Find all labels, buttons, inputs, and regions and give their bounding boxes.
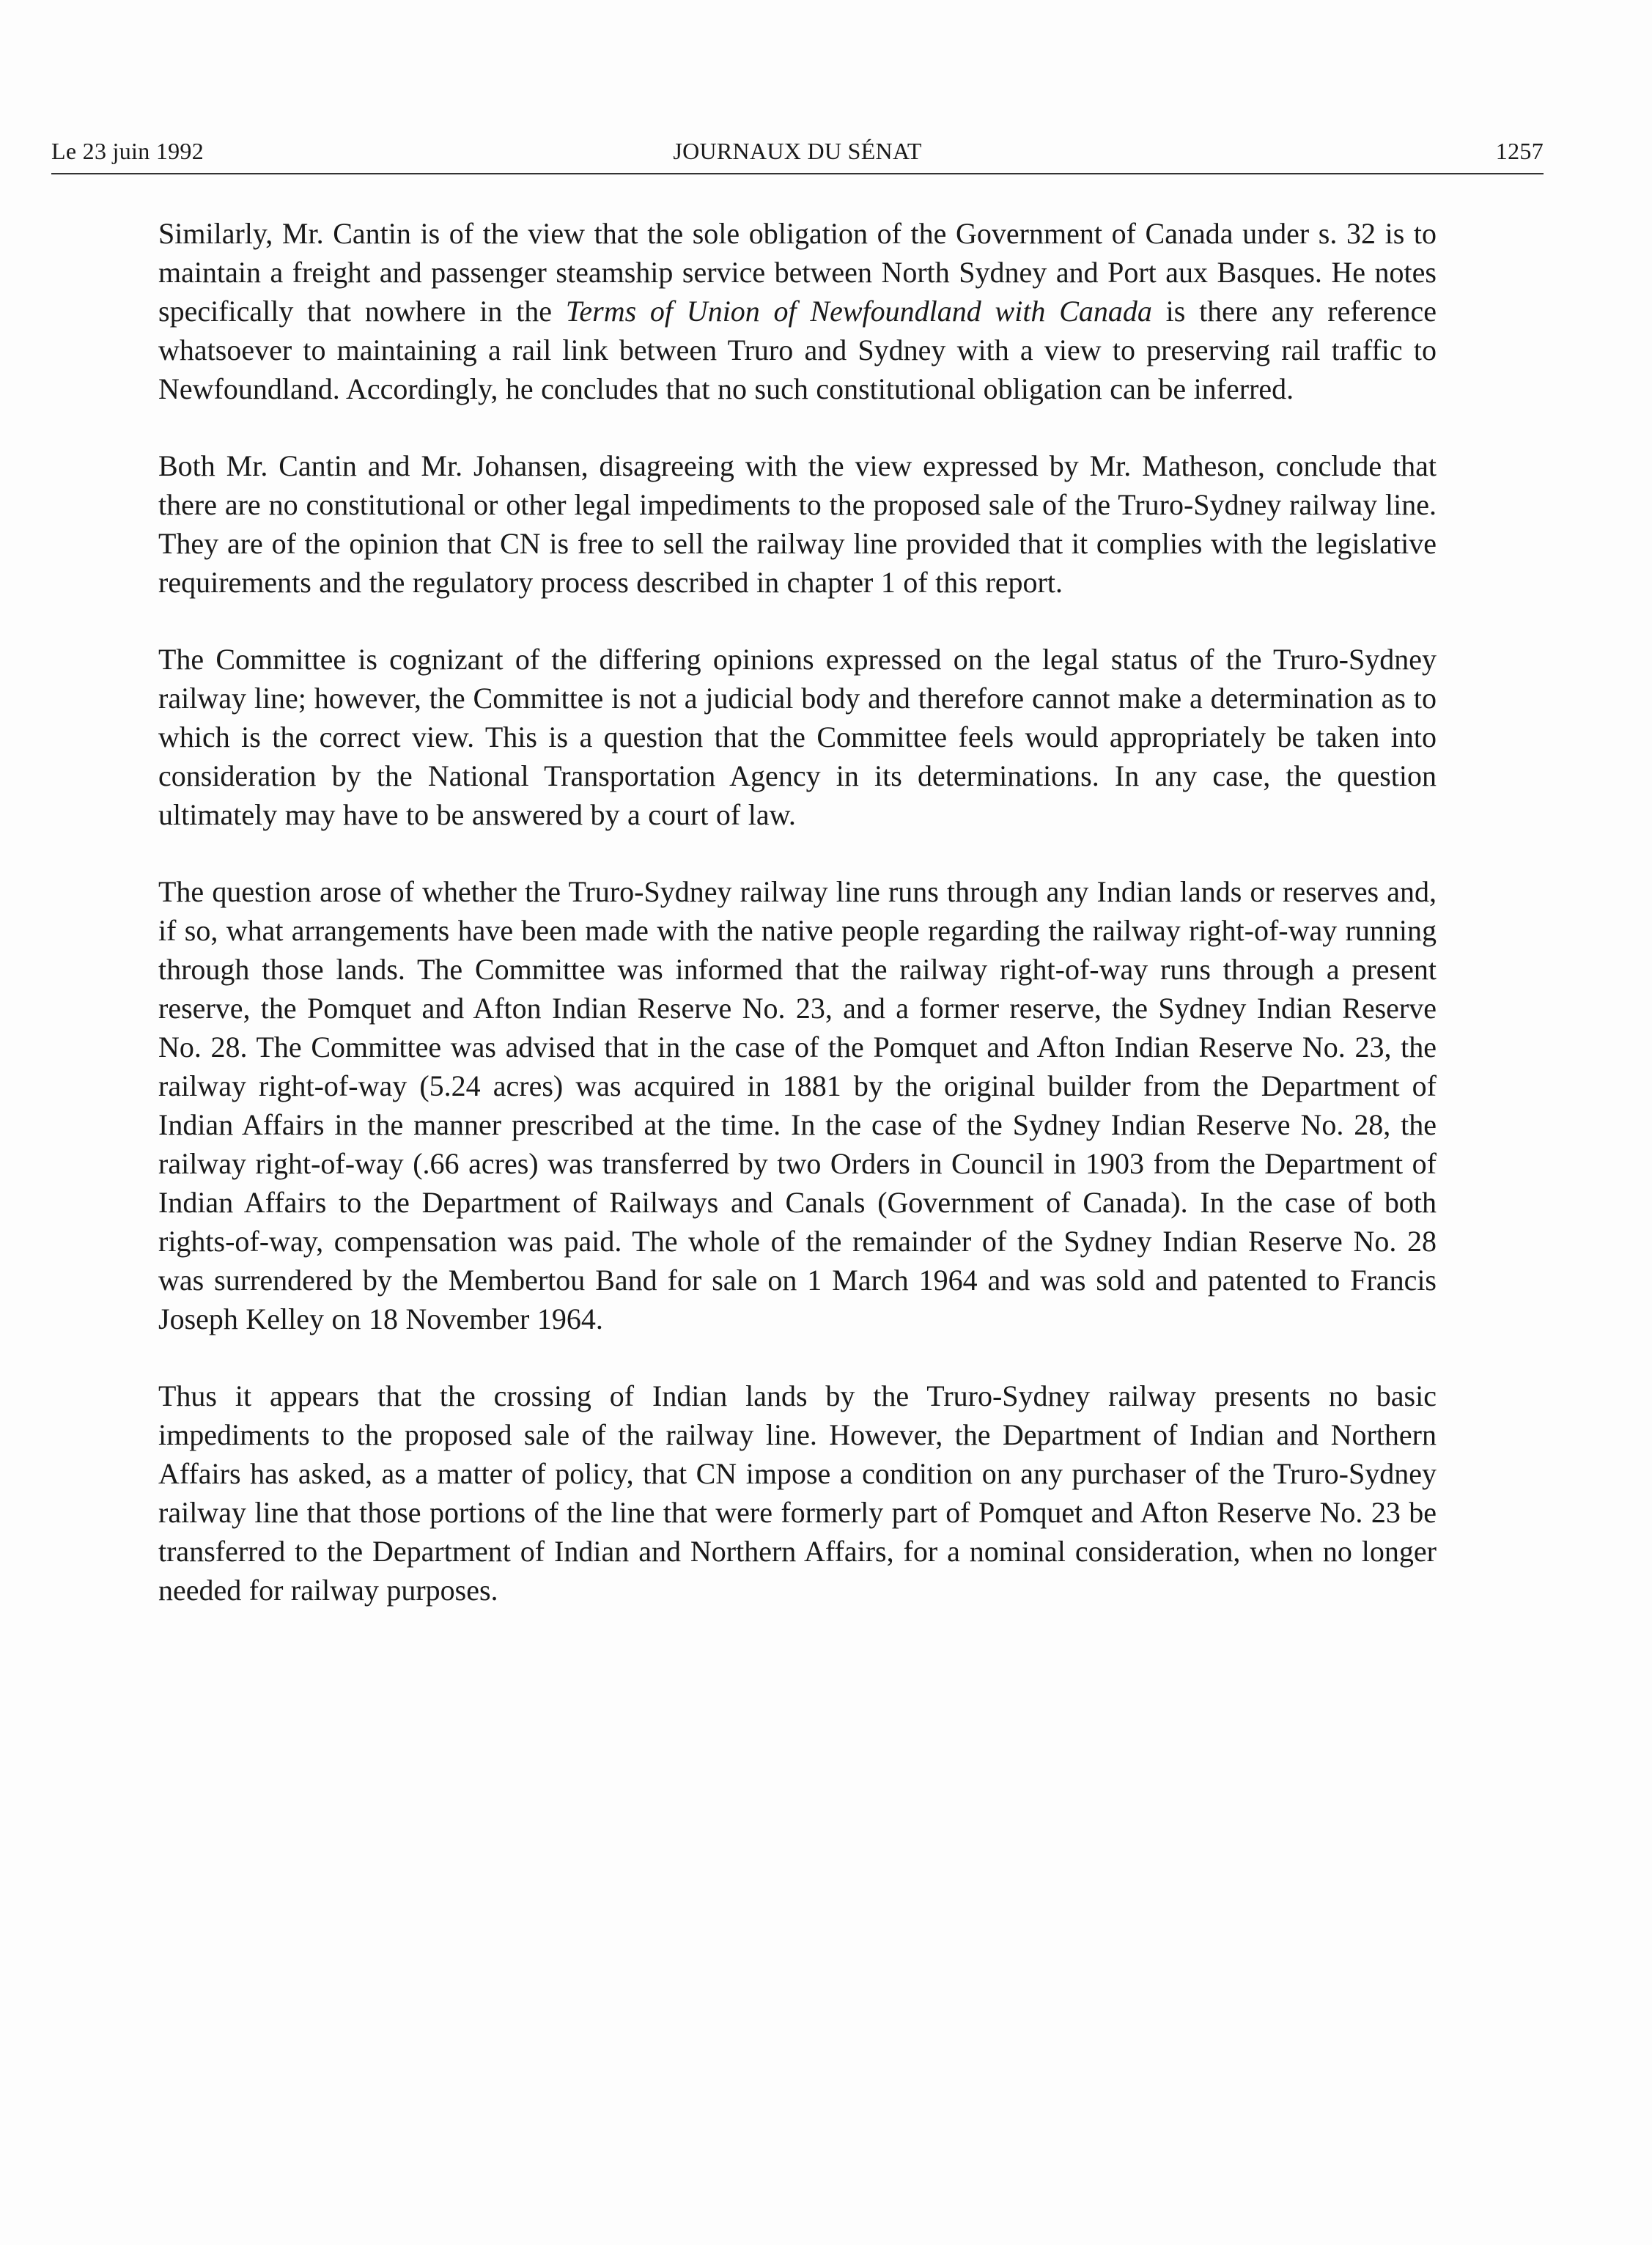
header-journal-title: JOURNAUX DU SÉNAT (673, 138, 922, 164)
paragraph-3: The Committee is cognizant of the differing opinions expressed on the legal status of the Truro-Sydney railway line; however, the Committee is not a judicial body and therefore cannot make a determination as to which is the correct view. This is a question that the Committee feels would appropriately be taken into consideration by the National Transportation Agency in its determinations. In any case, the question ultimately may have to be answered by a court of law. (158, 643, 1437, 831)
paragraph-1 (158, 214, 1437, 408)
paragraph-1-text-b: is there any reference whatsoever to maintaining a rail link between Truro and Sydney with a view to preserving rail traffic to Newfoundland. Accordingly, he concludes that no such constitutional obligation can be inferred. (158, 295, 1437, 405)
paragraph-1-text-a: Similarly, Mr. Cantin is of the view that the sole obligation of the Government of Canada under s. 32 is to maintain a freight and passenger steamship service between North Sydney and Port aux Basques. He notes specifically that nowhere in the (158, 217, 1437, 328)
paragraph-1-italic-title: Terms of Union of Newfoundland with Canada (565, 295, 1152, 328)
body-text (158, 214, 1437, 1648)
running-header (51, 135, 1544, 167)
paragraph-4: The question arose of whether the Truro-Sydney railway line runs through any Indian lands or reserves and, if so, what arrangements have been made with the native people regarding the railway right-of-way running through those lands. The Committee was informed that the railway right-of-way runs through a present reserve, the Pomquet and Afton Indian Reserve No. 23, and a former reserve, the Sydney Indian Reserve No. 28. The Committee was advised that in the case of the Pomquet and Afton Indian Reserve No. 23, the railway right-of-way (5.24 acres) was acquired in 1881 by the original builder from the Department of Indian Affairs in the manner prescribed at the time. In the case of the Sydney Indian Reserve No. 28, the railway right-of-way (.66 acres) was transferred by two Orders in Council in 1903 from the Department of Indian Affairs to the Department of Railways and Canals (Government of Canada). In the case of both rights-of-way, compensation was paid. The whole of the remainder of the Sydney Indian Reserve No. 28 was surrendered by the Membertou Band for sale on 1 March 1964 and was sold and patented to Francis Joseph Kelley on 18 November 1964. (158, 875, 1437, 1335)
paragraph-2: Both Mr. Cantin and Mr. Johansen, disagreeing with the view expressed by Mr. Matheson, conclude that there are no constitutional or other legal impediments to the proposed sale of the Truro-Sydney railway line. They are of the opinion that CN is free to sell the railway line provided that it complies with the legislative requirements and the regulatory process described in chapter 1 of this report. (158, 449, 1437, 599)
header-rule (51, 173, 1544, 174)
header-date: Le 23 juin 1992 (51, 138, 204, 164)
header-page-number: 1257 (1495, 138, 1544, 164)
paragraph-5: Thus it appears that the crossing of Indian lands by the Truro-Sydney railway presents no basic impediments to the proposed sale of the railway line. However, the Department of Indian and Northern Affairs has asked, as a matter of policy, that CN impose a condition on any purchaser of the Truro-Sydney railway line that those portions of the line that were formerly part of Pomquet and Afton Reserve No. 23 be transferred to the Department of Indian and Northern Affairs, for a nominal consideration, when no longer needed for railway purposes. (158, 1379, 1437, 1607)
